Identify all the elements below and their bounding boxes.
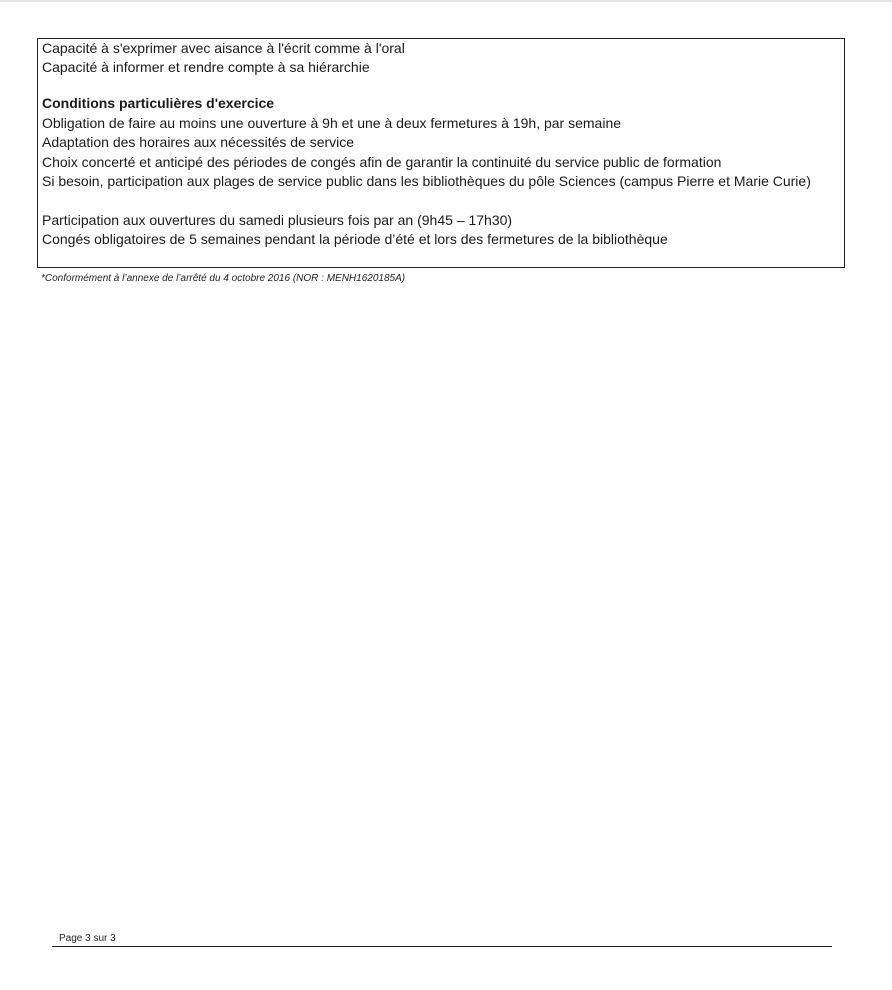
section-heading: Conditions particulières d'exercice: [42, 95, 275, 111]
page-number: Page 3 sur 3: [59, 933, 116, 944]
condition-line: Choix concerté et anticipé des périodes de congés afin de garantir la continuité du service public de formation: [42, 154, 722, 170]
job-description-box: [37, 38, 845, 268]
condition-line: Congés obligatoires de 5 semaines pendant la période d’été et lors des fermetures de la bibliothèque: [42, 231, 668, 247]
footnote: *Conformément à l’annexe de l’arrêté du 4 octobre 2016 (NOR : MENH1620185A): [41, 273, 406, 284]
condition-line: Adaptation des horaires aux nécessités de service: [42, 134, 355, 150]
page-top-edge: [0, 0, 892, 2]
skill-line: Capacité à informer et rendre compte à sa hiérarchie: [42, 59, 370, 75]
condition-line: Obligation de faire au moins une ouverture à 9h et une à deux fermetures à 19h, par semaine: [42, 115, 622, 131]
skill-line: Capacité à s'exprimer avec aisance à l'écrit comme à l'oral: [42, 40, 405, 56]
condition-line: Participation aux ouvertures du samedi plusieurs fois par an (9h45 – 17h30): [42, 212, 513, 228]
footer-divider: [52, 946, 832, 947]
condition-line: Si besoin, participation aux plages de service public dans les bibliothèques du pôle Sciences (campus Pierre et Marie Curie): [42, 173, 811, 189]
